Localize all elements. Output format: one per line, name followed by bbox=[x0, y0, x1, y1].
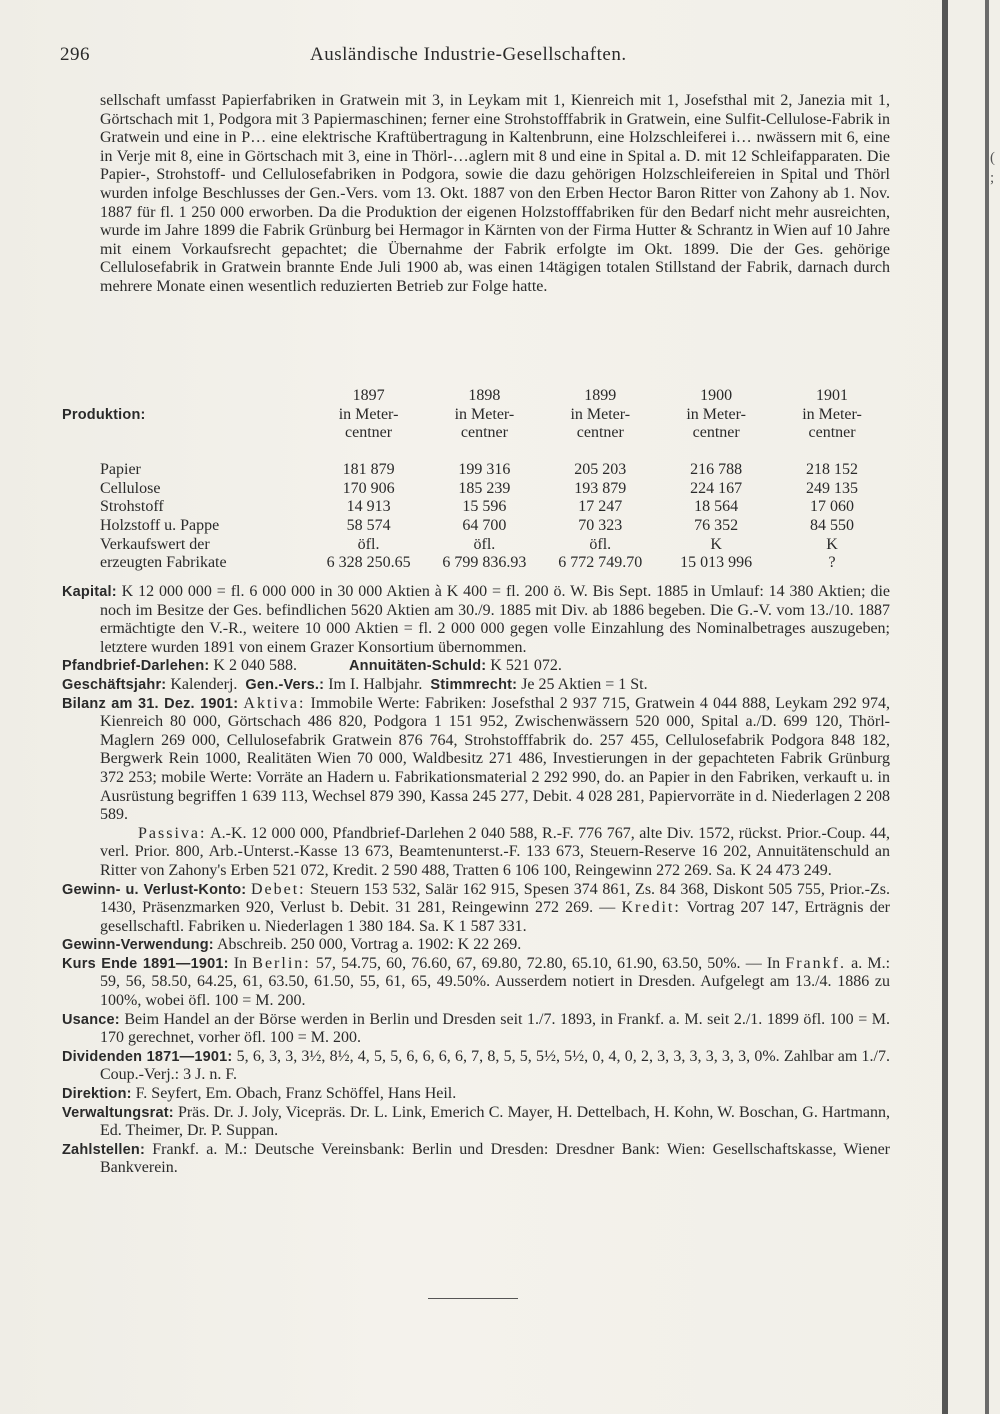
table-cell: 6 328 250.65 bbox=[326, 554, 411, 572]
table-cell: 170 906 bbox=[342, 479, 395, 497]
table-row bbox=[62, 406, 890, 425]
table-cell: 205 203 bbox=[574, 461, 627, 479]
section-kapital: Kapital: K 12 000 000 = fl. 6 000 000 in 30 000 Aktien à K 400 = fl. 200 ö. W. Bis Sept. 1885 in Umlauf: 14 380 Aktien; die noch im Besitze der Ges. befindlichen 5620 Aktien am 30./9. 1885 mit Div. ab 1886 begeben. Die G.-V. vom 13./10. 1887 ermächtigte den V.-R., weitere 10 000 Aktien = fl. 2 000 000 gegen volle Einzahlung des Nominalbetrages auszugeben; letztere wurden 1891 von einem Grazer Konsortium übernommen. bbox=[62, 583, 890, 656]
table-cell: 14 913 bbox=[346, 498, 391, 516]
binding-edge-line bbox=[985, 0, 989, 1414]
section-keyword: Gewinn- u. Verlust-Konto: bbox=[62, 881, 247, 898]
section-keyword: Kurs Ende 1891—1901: bbox=[62, 955, 229, 972]
intro-text: sellschaft umfasst Papierfabriken in Gratwein mit 3, in Leykam mit 1, Kienreich mit 1, Josefsthal mit 2, Janezia mit 1, Görtschach mit 1, Podgora mit 3 Papiermaschinen; ferner eine Strohstofffabrik in Gratwein, eine Sulfit-Cellulose-Fabrik in Gratwein und eine in P… eine elektrische Kraftübertragung in Kaltenbrunn, eine Holzschleiferei i… nwässern mit 6, eine in Verje mit 8, eine in Görtschach mit 3, eine in Thörl-…aglern mit 8 und eine in Spital a. D. mit 12 Schleifapparaten. Die Papier-, Strohstoff- und Cellulosefabriken in Podgora, sowie die dazu gehörigen Holzschleifereien in Spital und Thörl wurden infolge Beschlusses der Gen.-Vers. vom 13. Okt. 1887 von den Erben Hector Baron Ritter von Zahony ab 1. Nov. 1887 für fl. 1 250 000 erworben. Da die Produktion der eigenen Holzstofffabriken für den Bedarf nicht mehr ausreichten, wurde im Jahre 1899 die Fabrik Grünburg bei Hermagor in Kärnten von der Firma Hutter & Schrantz in Wien auf 10 Jahre mit einem Vorkaufsrecht gepachtet; die Übernahme der Fabrik erfolgte im Okt. 1899. Die der Ges. gehörige Cellulosefabrik in Gratwein brannte Ende Juli 1900 ab, was einen 14tägigen totalen Stillstand der Fabrik, darnach durch mehrere Monate einen wesentlich reduzierten Betrieb zur Folge hatte. bbox=[100, 92, 890, 295]
unit-label: centner bbox=[808, 424, 856, 442]
page-number: 296 bbox=[60, 44, 90, 65]
table-row bbox=[62, 517, 890, 536]
binding-edge-line bbox=[942, 0, 948, 1414]
unit-label: centner bbox=[692, 424, 740, 442]
table-cell: 15 013 996 bbox=[680, 554, 753, 572]
currency-cell: öfl. bbox=[357, 535, 380, 553]
section-keyword: Geschäftsjahr: bbox=[62, 676, 167, 693]
unit-label: in Meter- bbox=[802, 405, 862, 423]
section-bilanz: Bilanz am 31. Dez. 1901: Aktiva: Immobile Werte: Fabriken: Josefsthal 2 937 715, Gratwein 4 044 888, Leykam 292 974, Kienreich 80 000, Görtschach 486 820, Podgora 1 151 952, Zwischenwässern 520 000, Spital a./D. 699 120, Thörl-Maglern 269 000, Cellulosefabrik Gratwein 876 764, Strohstofffabrik do. 257 455, Cellulosefabrik Podgora 848 182, Bergwerk Rein 1000, Realitäten Wien 70 000, Waldbesitz 271 486, Investierungen in der gepachteten Fabrik Grünburg 372 253; mobile Werte: Vorräte an Hadern u. Fabrikationsmaterial 2 292 990, do. an Papier in den Fabriken, verkauft u. in Ausrüstung begriffen 1 639 113, Wechsel 879 390, Kassa 245 277, Debit. 4 028 281, Papiervorräte in d. Niederlagen 2 208 589. bbox=[62, 694, 891, 824]
section-keyword: Bilanz am 31. Dez. 1901: bbox=[62, 695, 239, 712]
table-cell: 6 799 836.93 bbox=[442, 554, 527, 572]
section-keyword: Zahlstellen: bbox=[62, 1141, 145, 1158]
year-header: 1897 bbox=[352, 387, 385, 404]
table-cell: 70 323 bbox=[578, 516, 623, 534]
table-cell: 181 879 bbox=[342, 461, 395, 479]
table-cell: 17 060 bbox=[810, 498, 855, 516]
section-zahlstellen: Zahlstellen: Frankf. a. M.: Deutsche Vereinsbank: Berlin und Dresden: Dresdner Bank: Wien: Gesellschaftskasse, Wiener Bankverein. bbox=[62, 1140, 890, 1177]
intro-paragraph bbox=[62, 92, 890, 297]
table-cell: ? bbox=[828, 554, 836, 572]
currency-cell: K bbox=[710, 535, 722, 553]
table-row bbox=[62, 480, 890, 499]
row-label: Verkaufswert der bbox=[100, 535, 210, 553]
section-keyword: Verwaltungsrat: bbox=[62, 1104, 174, 1121]
section-pfandbrief: Pfandbrief-Darlehen: K 2 040 588. Annuitäten-Schuld: K 521 072. bbox=[62, 657, 562, 675]
production-table bbox=[62, 387, 890, 573]
section-keyword: Gen.-Vers.: bbox=[245, 676, 325, 693]
section-verwaltungsrat: Verwaltungsrat: Präs. Dr. J. Joly, Vicepräs. Dr. L. Link, Emerich C. Mayer, H. Dettelbach, H. Kohn, W. Boschan, G. Hartmann, Ed. Theimer, Dr. P. Suppan. bbox=[62, 1103, 890, 1140]
currency-cell: öfl. bbox=[473, 535, 496, 553]
year-header: 1900 bbox=[700, 387, 733, 404]
unit-label: in Meter- bbox=[570, 405, 631, 423]
page-header bbox=[60, 44, 890, 70]
table-cell: 76 352 bbox=[694, 516, 739, 534]
row-label: erzeugten Fabrikate bbox=[100, 554, 227, 572]
row-label: Strohstoff bbox=[100, 498, 164, 516]
table-cell: 249 135 bbox=[806, 479, 859, 497]
section-geschaeftsjahr: Geschäftsjahr: Kalenderj. Gen.-Vers.: Im I. Halbjahr. Stimmrecht: Je 25 Aktien = 1 St. bbox=[62, 675, 648, 693]
section-keyword: Dividenden 1871—1901: bbox=[62, 1048, 233, 1065]
section-gewinn-verwendung: Gewinn-Verwendung: Abschreib. 250 000, Vortrag a. 1902: K 22 269. bbox=[62, 936, 522, 954]
section-passiva: Passiva: A.-K. 12 000 000, Pfandbrief-Darlehen 2 040 588, R.-F. 776 767, alte Div. 1572, rückst. Prior.-Coup. 44, verl. Prior. 800, Arb.-Unterst.-Kasse 13 673, Beamtenunterst.-F. 133 673, Steuern-Reserve 16 202, Annuitätenschuld an Ritter von Zahony's Erben 521 072, Kredit. 2 590 488, Tratten 6 106 100, Reingewinn 272 269. Sa. K 24 473 249. bbox=[100, 824, 890, 879]
table-row bbox=[62, 536, 890, 555]
unit-label: in Meter- bbox=[454, 405, 515, 423]
unit-label: centner bbox=[576, 424, 624, 442]
section-keyword: Kapital: bbox=[62, 584, 117, 600]
section-dividenden: Dividenden 1871—1901: 5, 6, 3, 3, 3½, 8½, 4, 5, 5, 6, 6, 6, 6, 7, 8, 5, 5, 5½, 5½, 0, 4, 0, 2, 3, 3, 3, 3, 3, 3, 0%. Zahlbar am 1./7. Coup.-Verj.: 3 J. n. F. bbox=[62, 1047, 890, 1084]
year-header: 1898 bbox=[468, 387, 501, 404]
section-direktion: Direktion: F. Seyfert, Em. Obach, Franz Schöffel, Hans Heil. bbox=[62, 1085, 457, 1103]
section-keyword: Annuitäten-Schuld: bbox=[348, 658, 487, 675]
currency-cell: K bbox=[826, 535, 838, 553]
details-block bbox=[62, 583, 890, 1178]
table-row bbox=[62, 424, 890, 461]
table-cell: 185 239 bbox=[458, 479, 511, 497]
row-label: Papier bbox=[100, 461, 141, 479]
table-cell: 58 574 bbox=[346, 516, 391, 534]
table-cell: 193 879 bbox=[574, 479, 627, 497]
year-header: 1899 bbox=[584, 387, 617, 404]
currency-cell: öfl. bbox=[589, 535, 612, 553]
unit-label: centner bbox=[345, 424, 393, 442]
section-keyword: Gewinn-Verwendung: bbox=[62, 937, 214, 954]
table-row bbox=[62, 387, 890, 406]
section-kurs: Kurs Ende 1891—1901: In Berlin: 57, 54.75, 60, 76.60, 67, 69.80, 72.80, 65.10, 61.90, 63.50, 50%. — In Frankf. a. M.: 59, 56, 58.50, 64.25, 61, 63.50, 61.50, 55, 61, 65, 49.50%. Ausserdem notiert in Dresden. Aufgelegt am 13./4. 1886 zu 100%, wobei öfl. 100 = M. 200. bbox=[62, 954, 891, 1010]
table-cell: 218 152 bbox=[806, 461, 859, 479]
margin-marks: ( ; bbox=[990, 150, 995, 186]
table-row bbox=[62, 554, 890, 573]
table-cell: 6 772 749.70 bbox=[558, 554, 643, 572]
row-label: Holzstoff u. Pappe bbox=[100, 516, 220, 534]
table-cell: 199 316 bbox=[458, 461, 511, 479]
section-keyword: Usance: bbox=[62, 1011, 120, 1028]
section-keyword: Stimmrecht: bbox=[430, 676, 518, 693]
section-keyword: Pfandbrief-Darlehen: bbox=[62, 658, 210, 675]
year-header: 1901 bbox=[816, 387, 849, 404]
unit-label: in Meter- bbox=[686, 405, 746, 423]
section-usance: Usance: Beim Handel an der Börse werden in Berlin und Dresden seit 1./7. 1893, in Frankf. a. M. seit 2./1. 1899 öfl. 100 = M. 170 gerechnet, vorher öfl. 100 = M. 200. bbox=[62, 1010, 890, 1047]
table-cell: 224 167 bbox=[690, 479, 743, 497]
table-row bbox=[62, 461, 890, 480]
section-gewinn-verlust: Gewinn- u. Verlust-Konto: Debet: Steuern 153 532, Salär 162 915, Spesen 374 861, Zs. 84 368, Diskont 505 755, Prior.-Zs. 1430, Präsenzmarken 920, Verlust b. Debit. 31 281, Reingewinn 272 269. — Kredit: Vortrag 207 147, Erträgnis der gesellschaftl. Fabriken u. Niederlagen 1 380 184. Sa. K 1 587 331. bbox=[62, 880, 891, 935]
table-cell: 84 550 bbox=[810, 516, 855, 534]
unit-label: in Meter- bbox=[338, 405, 399, 423]
table-row bbox=[62, 498, 890, 517]
running-head: Ausländische Industrie-Gesellschaften. bbox=[310, 44, 627, 65]
table-cell: 64 700 bbox=[462, 516, 507, 534]
unit-label: centner bbox=[460, 424, 508, 442]
end-separator-line bbox=[428, 1298, 518, 1299]
section-keyword: Direktion: bbox=[62, 1086, 132, 1103]
table-cell: 18 564 bbox=[694, 498, 739, 516]
table-cell: 17 247 bbox=[578, 498, 623, 516]
table-cell: 216 788 bbox=[690, 461, 743, 479]
row-label: Cellulose bbox=[100, 479, 161, 497]
production-heading: Produktion: bbox=[62, 406, 146, 423]
table-cell: 15 596 bbox=[462, 498, 507, 516]
